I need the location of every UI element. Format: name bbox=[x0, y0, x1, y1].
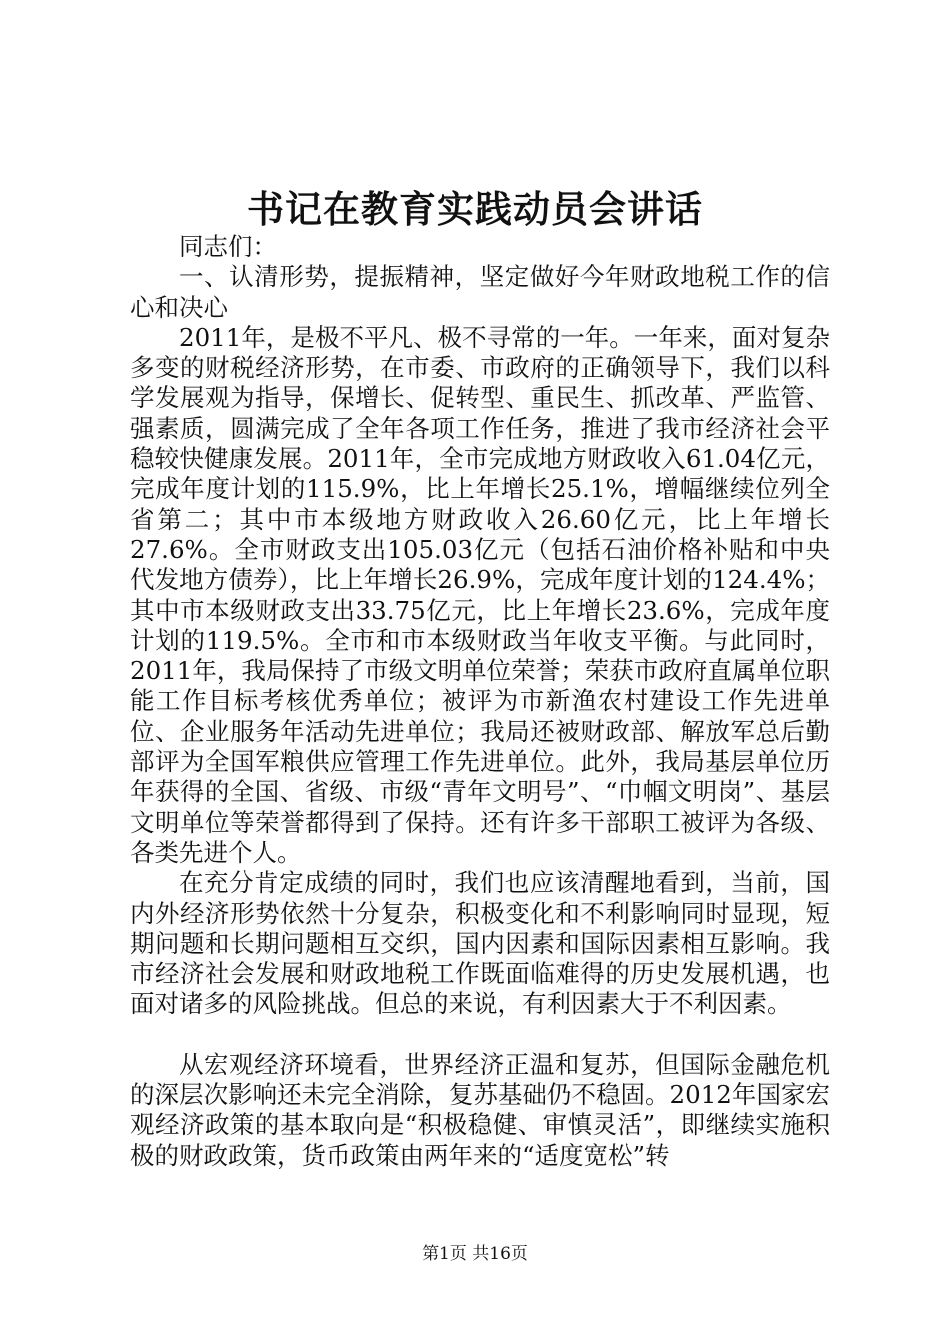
paragraph-salutation: 同志们： bbox=[179, 232, 277, 261]
document-title: 书记在教育实践动员会讲话 bbox=[247, 187, 703, 231]
page-footer: 第1页 共16页 bbox=[422, 1244, 528, 1264]
paragraph-section-heading: 一、认清形势，提振精神，坚定做好今年财政地税工作的信心和决心 bbox=[130, 262, 830, 322]
paragraph-macro-environment: 从宏观经济环境看，世界经济正温和复苏，但国际金融危机的深层次影响还未完全消除，复苏基础仍不稳固。2012年国家宏观经济政策的基本取向是“积极稳健、审慎灵活”，即继续实施积极的财政政策，货币政策由两年来的“适度宽松”转 bbox=[130, 1049, 830, 1170]
paragraph-challenges: 在充分肯定成绩的同时，我们也应该清醒地看到，当前，国内外经济形势依然十分复杂，积极变化和不利影响同时显现，短期问题和长期问题相互交织，国内因素和国际因素相互影响。我市经济社会发展和财政地税工作既面临难得的历史发展机遇，也面对诸多的风险挑战。但总的来说，有利因素大于不利因素。 bbox=[130, 868, 830, 1019]
document-body bbox=[130, 232, 830, 1171]
paragraph-achievements: 2011年，是极不平凡、极不寻常的一年。一年来，面对复杂多变的财税经济形势，在市委、市政府的正确领导下，我们以科学发展观为指导，保增长、促转型、重民生、抓改革、严监管、强素质，圆满完成了全年各项工作任务，推进了我市经济社会平稳较快健康发展。2011年，全市完成地方财政收入61.04亿元，完成年度计划的115.9%，比上年增长25.1%，增幅继续位列全省第二；其中市本级地方财政收入26.60亿元，比上年增长27.6%。全市财政支出105.03亿元（包括石油价格补贴和中央代发地方债券），比上年增长26.9%，完成年度计划的124.4%；其中市本级财政支出33.75亿元，比上年增长23.6%，完成年度计划的119.5%。全市和市本级财政当年收支平衡。与此同时，2011年，我局保持了市级文明单位荣誉；荣获市政府直属单位职能工作目标考核优秀单位；被评为市新渔农村建设工作先进单位、企业服务年活动先进单位；我局还被财政部、解放军总后勤部评为全国军粮供应管理工作先进单位。此外，我局基层单位历年获得的全国、省级、市级“青年文明号”、“巾帼文明岗”、基层文明单位等荣誉都得到了保持。还有许多干部职工被评为各级、各类先进个人。 bbox=[130, 322, 830, 867]
